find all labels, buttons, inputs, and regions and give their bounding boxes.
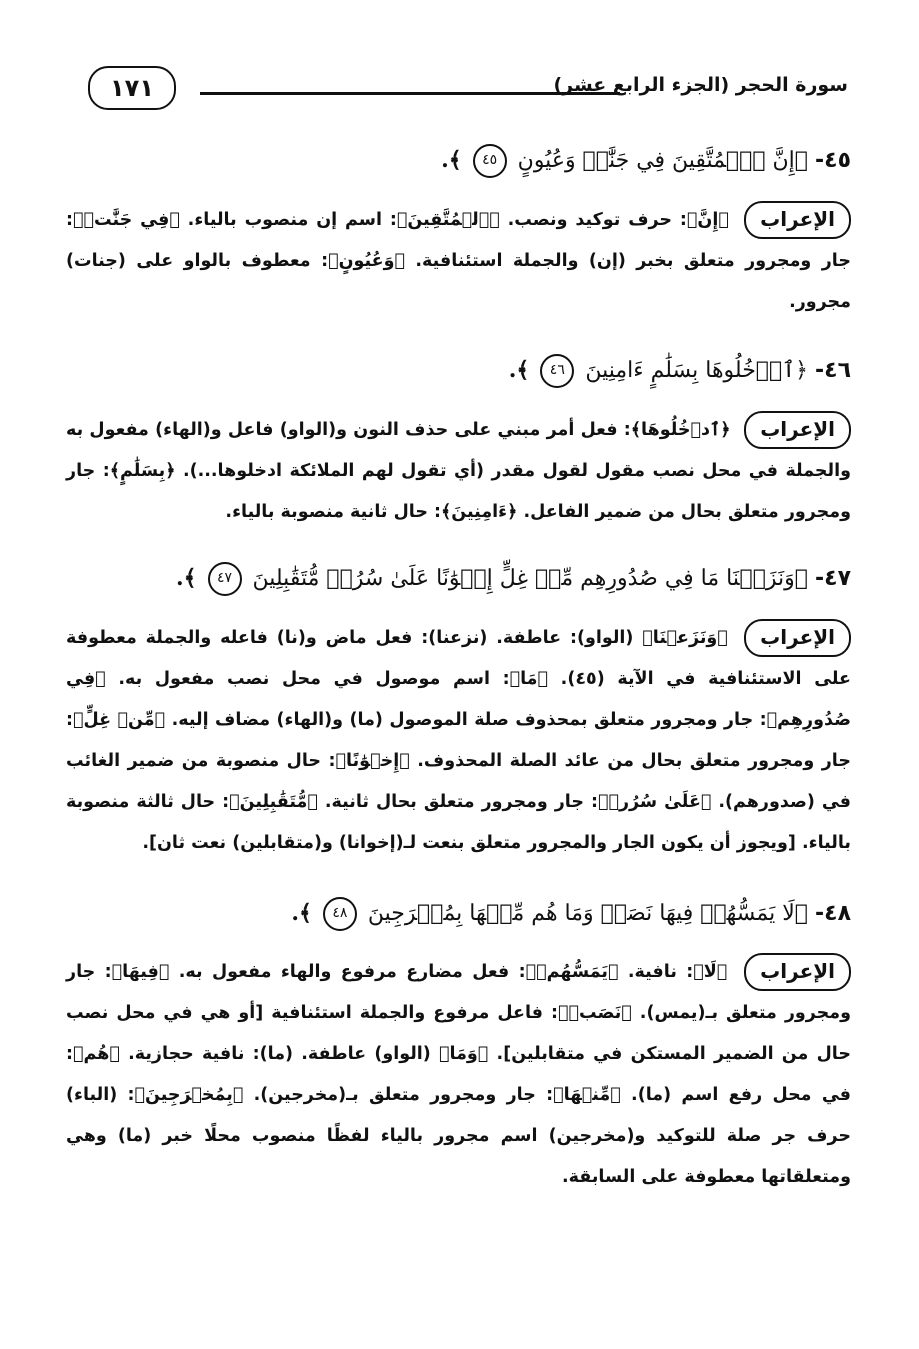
irab-47 <box>66 618 851 864</box>
irab-text: ﴿وَنَزَعۡنَا﴾ (الواو): عاطفة. (نزعنا): فعل ماض و(نا) فاعله والجملة معطوفة على الاستئنافية في الآية (٤٥). ﴿مَا﴾: اسم موصول في محل نصب مفعول به. ﴿فِي صُدُورِهِم﴾: جار ومجرور متعلق بمحذوف صلة الموصول (ما) و(الهاء) مضاف إليه. ﴿مِّنۡ غِلٍّ﴾: جار ومجرور متعلق بحال من عائد الصلة المحذوف. ﴿إِخۡوَٰنًا﴾: حال منصوبة من ضمير الغائب في (صدورهم). ﴿عَلَىٰ سُرُرٖ﴾: جار ومجرور متعلق بحال ثانية. ﴿مُّتَقَٰبِلِينَ﴾: حال ثالثة منصوبة بالياء. [ويجوز أن يكون الجار والمجرور متعلق بنعت لـ(إخوانا) و(متقابلين) نعت ثان]. <box>66 628 851 853</box>
irab-badge: الإعراب <box>744 953 851 991</box>
irab-text: ﴿لَا﴾: نافية. ﴿يَمَسُّهُمۡ﴾: فعل مضارع مرفوع والهاء مفعول به. ﴿فِيهَا﴾: جار ومجرور متعلق بـ(يمس). ﴿نَصَبٞ﴾: فاعل مرفوع والجملة استئنافية [أو هي في محل نصب حال من الضمير المستكن في متقابلين]. ﴿وَمَا﴾ (الواو) عاطفة. (ما): نافية حجازية. ﴿هُم﴾: في محل رفع اسم (ما). ﴿مِّنۡهَا﴾: جار ومجرور متعلق بـ(مخرجين). ﴿بِمُخۡرَجِينَ﴾: (الباء) حرف جر صلة للتوكيد و(مخرجين) اسم مجرور بالياء لفظًا منصوب محلًا خبر (ما) وهي ومتعلقاتها معطوفة على السابقة. <box>66 962 851 1187</box>
irab-46 <box>66 410 851 533</box>
verse-45 <box>66 142 851 179</box>
irab-text: ﴿إِنَّ﴾: حرف توكيد ونصب. ﴿ٱلۡمُتَّقِينَ﴾: اسم إن منصوب بالياء. ﴿فِي جَنَّٰتٖ﴾: جار ومجرور متعلق بخبر (إن) والجملة استئنافية. ﴿وَعُيُونٍ﴾: معطوف بالواو على (جنات) مجرور. <box>66 210 851 312</box>
verse-close: ﴾. <box>508 357 530 383</box>
verse-number: ٤٥- <box>815 148 851 173</box>
verse-number: ٤٧- <box>815 566 851 591</box>
verse-text: ﴿إِنَّ ٱلۡمُتَّقِينَ فِي جَنَّٰتٖ وَعُيُونٍ <box>517 148 808 173</box>
verse-number: ٤٨- <box>815 901 851 926</box>
ayah-number-mark: ٤٦ <box>540 354 574 388</box>
verse-close: ﴾. <box>175 565 197 591</box>
ayah-number-mark: ٤٥ <box>473 144 507 178</box>
page-header <box>88 62 848 120</box>
verse-text: ﴿ٱدۡخُلُوهَا بِسَلَٰمٍ ءَامِنِينَ <box>585 358 808 383</box>
irab-badge: الإعراب <box>744 201 851 239</box>
ayah-number-mark: ٤٧ <box>208 562 242 596</box>
verse-47 <box>66 560 851 597</box>
verse-close: ﴾. <box>291 900 312 926</box>
irab-badge: الإعراب <box>744 411 851 449</box>
irab-45 <box>66 200 851 323</box>
ayah-number-mark: ٤٨ <box>323 897 357 931</box>
verse-number: ٤٦- <box>815 358 851 383</box>
verse-46 <box>66 352 851 389</box>
verse-text: ﴿لَا يَمَسُّهُمۡ فِيهَا نَصَبٞ وَمَا هُم مِّنۡهَا بِمُخۡرَجِينَ <box>367 901 808 926</box>
irab-badge: الإعراب <box>744 619 851 657</box>
verse-48 <box>66 895 851 932</box>
verse-text: ﴿وَنَزَعۡنَا مَا فِي صُدُورِهِم مِّنۡ غِلٍّ إِخۡوَٰنًا عَلَىٰ سُرُرٖ مُّتَقَٰبِلِينَ <box>252 566 808 591</box>
page-number: ١٧١ <box>88 66 176 110</box>
header-title: سورة الحجر (الجزء الرابع عشر) <box>553 74 848 96</box>
irab-48 <box>66 952 851 1198</box>
verse-close: ﴾. <box>441 147 462 173</box>
irab-text: ﴿ٱدۡخُلُوهَا﴾: فعل أمر مبني على حذف النون و(الواو) فاعل و(الهاء) مفعول به والجملة في محل نصب مقول لقول مقدر (أي تقول لهم الملائكة ادخلوها...). ﴿بِسَلَٰمٍ﴾: جار ومجرور متعلق بحال من ضمير الفاعل. ﴿ءَامِنِينَ﴾: حال ثانية منصوبة بالياء. <box>66 420 851 522</box>
